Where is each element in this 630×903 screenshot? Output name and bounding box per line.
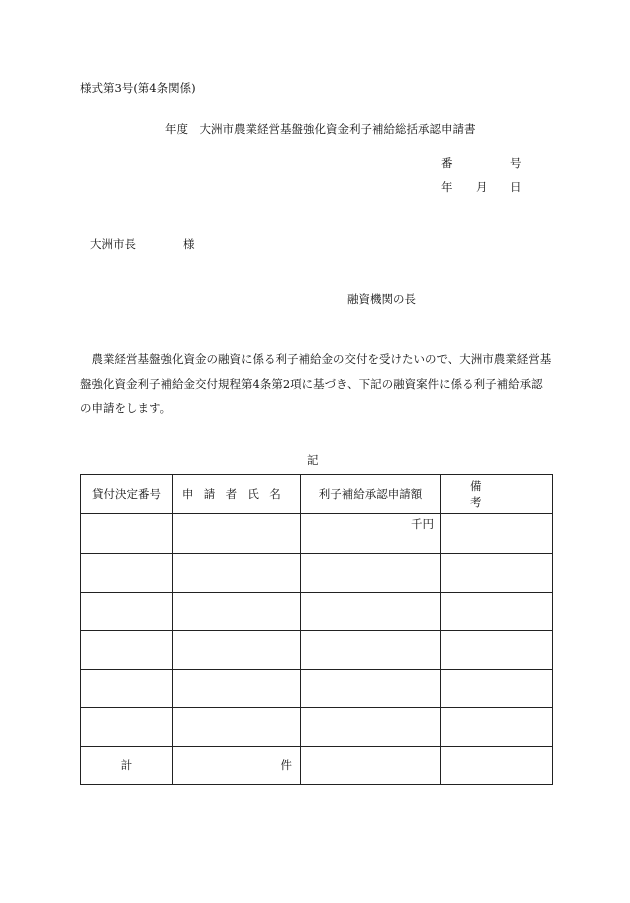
institution-label: 融資機関の長 xyxy=(347,292,416,306)
document-title: 年度 大洲市農業経営基盤強化資金利子補給総括承認申請書 xyxy=(165,122,476,136)
cell-amount-unit[interactable]: 千円 xyxy=(301,513,441,554)
total-label: 計 xyxy=(81,746,173,785)
cell-remarks[interactable] xyxy=(441,554,553,593)
date-year: 年 xyxy=(441,180,453,194)
cell-amount[interactable] xyxy=(301,708,441,747)
number-suffix: 号 xyxy=(510,156,522,170)
cell-applicant-name[interactable] xyxy=(173,513,301,554)
cell-remarks[interactable] xyxy=(441,669,553,708)
table-row xyxy=(81,631,553,670)
cell-remarks[interactable] xyxy=(441,708,553,747)
table-row xyxy=(81,669,553,708)
date-month: 月 xyxy=(476,180,488,194)
cell-loan-number[interactable] xyxy=(81,669,173,708)
cell-remarks[interactable] xyxy=(441,513,553,554)
cell-loan-number[interactable] xyxy=(81,513,173,554)
cell-amount[interactable] xyxy=(301,631,441,670)
date-day: 日 xyxy=(510,180,522,194)
header-applicant-name: 申請者氏名 xyxy=(173,475,301,514)
cell-loan-number[interactable] xyxy=(81,592,173,631)
addressee-suffix: 様 xyxy=(183,237,195,251)
cell-applicant-name[interactable] xyxy=(173,592,301,631)
body-text: 農業経営基盤強化資金の融資に係る利子補給金の交付を受けたいので、大洲市農業経営基盤強化資金利子補給金交付規程第4条第2項に基づき、下記の融資案件に係る利子補給承認の申請をします。 xyxy=(80,352,552,415)
ki-label: 記 xyxy=(307,453,319,467)
cell-applicant-name[interactable] xyxy=(173,708,301,747)
total-remarks[interactable] xyxy=(441,746,553,785)
addressee: 大洲市長 xyxy=(90,237,136,251)
loan-table xyxy=(80,474,553,785)
table-row xyxy=(81,708,553,747)
cell-amount[interactable] xyxy=(301,669,441,708)
cell-applicant-name[interactable] xyxy=(173,554,301,593)
cell-applicant-name[interactable] xyxy=(173,669,301,708)
table-row xyxy=(81,592,553,631)
cell-amount[interactable] xyxy=(301,592,441,631)
table-total-row xyxy=(81,746,553,785)
number-label: 番 xyxy=(441,156,453,170)
cell-amount[interactable] xyxy=(301,554,441,593)
header-remarks: 備考 xyxy=(441,475,553,514)
table-row xyxy=(81,513,553,554)
table-row xyxy=(81,554,553,593)
cell-remarks[interactable] xyxy=(441,592,553,631)
cell-loan-number[interactable] xyxy=(81,554,173,593)
cell-loan-number[interactable] xyxy=(81,631,173,670)
cell-loan-number[interactable] xyxy=(81,708,173,747)
total-amount[interactable] xyxy=(301,746,441,785)
table-header-row xyxy=(81,475,553,514)
cell-remarks[interactable] xyxy=(441,631,553,670)
cell-applicant-name[interactable] xyxy=(173,631,301,670)
header-loan-number: 貸付決定番号 xyxy=(81,475,173,514)
total-count-suffix[interactable]: 件 xyxy=(173,746,301,785)
form-number: 様式第3号(第4条関係) xyxy=(80,81,196,95)
header-amount: 利子補給承認申請額 xyxy=(301,475,441,514)
